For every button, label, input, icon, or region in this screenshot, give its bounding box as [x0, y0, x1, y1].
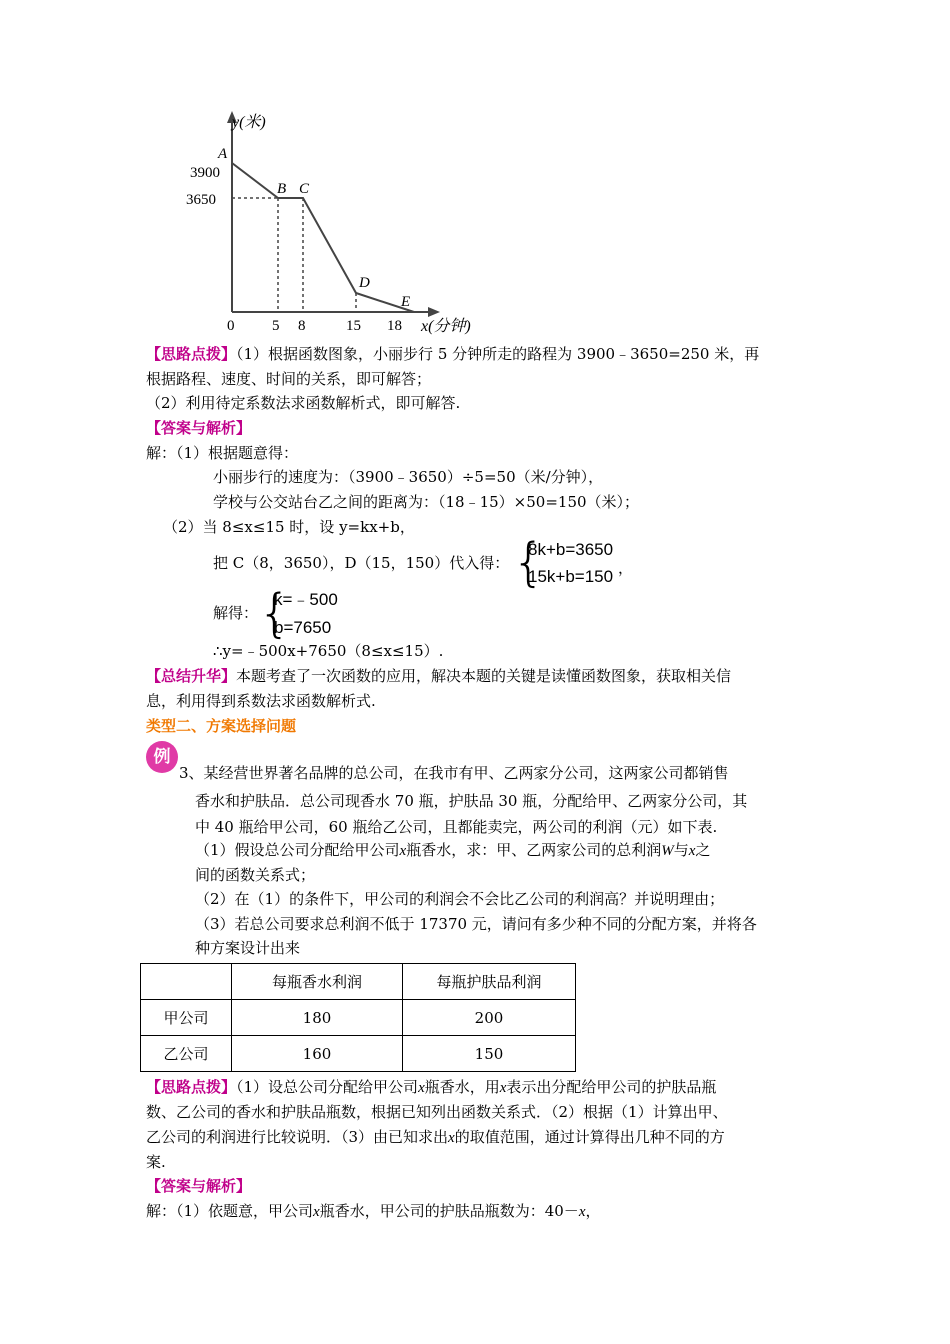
example-badge: 例 [146, 741, 178, 773]
hint2-var-x1: x [418, 1080, 425, 1096]
q1-text-b: 瓶香水，求：甲、乙两家公司的总利润 [406, 841, 662, 859]
profit-table [140, 963, 576, 1072]
system2-eq2: b=7650 [274, 618, 332, 637]
sol2-var-x2: x [578, 1204, 586, 1220]
x-tick-15: 15 [346, 318, 361, 334]
hint-line-2: 根据路程、速度、时间的关系，即可解答； [146, 370, 432, 388]
q1-text-a: （1）假设总公司分配给甲公司 [195, 841, 400, 859]
distance-time-graph [170, 105, 500, 345]
table-header-cell: 每瓶护肤品利润 [403, 964, 576, 1000]
hint2-text-a: （1）设总公司分配给甲公司 [236, 1078, 419, 1096]
table-cell: 160 [232, 1036, 403, 1072]
table-cell: 150 [403, 1036, 576, 1072]
table-cell: 200 [403, 1000, 576, 1036]
distance-line [232, 163, 414, 312]
hint2-var-x2: x [499, 1080, 507, 1096]
answer-tag-2: 【答案与解析】 [146, 1177, 252, 1195]
table-header-row [141, 964, 576, 1000]
q1-var-x2: x [688, 843, 696, 859]
x-tick-8: 8 [298, 318, 306, 334]
answer-tag-1: 【答案与解析】 [146, 419, 252, 437]
table-cell: 180 [232, 1000, 403, 1036]
x-axis-label: x(分钟) [421, 318, 471, 335]
question-3-line-2: 种方案设计出来 [195, 939, 301, 957]
hint-text-1: （1）根据函数图象，小丽步行 5 分钟所走的路程为 3900﹣3650=250 米，再 [236, 345, 760, 363]
hint2-text-3b: 的取值范围，通过计算得出几种不同的方 [454, 1128, 725, 1146]
table-cell: 乙公司 [141, 1036, 232, 1072]
solution-line-2: 小丽步行的速度为：（3900﹣3650）÷5=50（米/分钟）， [213, 468, 604, 486]
point-label-c: C [299, 181, 310, 197]
point-label-b: B [277, 181, 287, 197]
q1-var-x: x [399, 843, 407, 859]
table-cell: 甲公司 [141, 1000, 232, 1036]
table-header-cell: 每瓶香水利润 [232, 964, 403, 1000]
summary-line-1 [146, 664, 731, 688]
summary-line-2: 息，利用得到系数法求函数解析式. [146, 692, 376, 710]
sol2-var-x1: x [313, 1204, 320, 1220]
hint-line-3: （2）利用待定系数法求函数解析式，即可解答. [146, 394, 461, 412]
hint2-line-1 [146, 1075, 716, 1100]
hint-line-1 [146, 342, 759, 366]
hint2-text-c: 表示出分配给甲公司的护肤品瓶 [506, 1078, 717, 1096]
y-axis-label: y(米) [232, 114, 266, 131]
sol2-text-b: 瓶香水，甲公司的护肤品瓶数为：40－ [319, 1202, 579, 1220]
hint-tag: 【思路点拨】 [146, 345, 237, 363]
solution-line-1: 解：（1）根据题意得： [146, 444, 299, 462]
y-tick-3900: 3900 [190, 165, 220, 181]
example-line-2: 香水和护肤品．总公司现香水 70 瓶，护肤品 30 瓶，分配给甲、乙两家分公司，其 [195, 792, 748, 810]
hint2-text-b: 瓶香水，用 [424, 1078, 500, 1096]
example-line-3: 中 40 瓶给甲公司，60 瓶给乙公司，且都能卖完，两公司的利润（元）如下表. [195, 818, 718, 836]
summary-tag: 【总结升华】 [146, 667, 237, 685]
hint2-var-x3: x [448, 1130, 455, 1146]
x-axis-arrow [428, 307, 440, 317]
q1-text-d: 之 [695, 841, 711, 859]
x-tick-18: 18 [387, 318, 402, 334]
x-tick-5: 5 [272, 318, 280, 334]
hint2-line-4: 案. [146, 1153, 166, 1171]
system1-comma: ， [618, 559, 634, 577]
hint2-tag: 【思路点拨】 [146, 1078, 237, 1096]
solution2-line-1 [146, 1199, 601, 1224]
x-tick-0: 0 [227, 318, 235, 334]
hint2-line-3 [146, 1125, 725, 1150]
solution-line-4: （2）当 8≤x≤15 时，设 y=kx+b， [163, 518, 415, 536]
table-row [141, 1036, 576, 1072]
q1-var-w: W [661, 843, 674, 859]
table-row [141, 1000, 576, 1036]
point-label-e: E [401, 294, 411, 310]
system-brace-2: { [258, 584, 292, 644]
point-label-a: A [218, 146, 228, 162]
solution-line-3: 学校与公交站台乙之间的距离为：（18﹣15）×50=150（米）； [213, 493, 640, 511]
hint2-line-2: 数、乙公司的香水和护肤品瓶数，根据已知列出函数关系式．（2）根据（1）计算出甲、 [146, 1103, 728, 1121]
system2-eq1: k=﹣500 [274, 590, 338, 609]
summary-text-1: 本题考查了一次函数的应用，解决本题的关键是读懂函数图象，获取相关信 [236, 667, 732, 685]
example-line-1: 3、某经营世界著名品牌的总公司，在我市有甲、乙两家分公司，这两家公司都销售 [179, 764, 729, 782]
solution-line-5: 把 C（8，3650），D（15，150）代入得： [213, 554, 510, 572]
y-tick-3650: 3650 [186, 192, 216, 208]
table-header-cell [141, 964, 232, 1000]
question-3-line-1: （3）若总公司要求总利润不低于 17370 元，请问有多少种不同的分配方案，并将各 [195, 915, 757, 933]
question-1-line-1 [195, 838, 710, 863]
question-2: （2）在（1）的条件下，甲公司的利润会不会比乙公司的利润高？并说明理由； [195, 890, 725, 908]
system-brace-1: { [512, 533, 546, 593]
sol2-text-a: 解：（1）依题意，甲公司 [146, 1202, 314, 1220]
q1-text-c: 与 [673, 841, 689, 859]
point-label-d: D [359, 275, 370, 291]
hint2-text-3a: 乙公司的利润进行比较说明．（3）由已知求出 [146, 1128, 449, 1146]
solution-line-7: ∴y=﹣500x+7650（8≤x≤15）. [213, 642, 444, 660]
system1-eq1: 8k+b=3650 [528, 540, 614, 559]
system1-eq2: 15k+b=150 [528, 567, 614, 586]
type2-heading: 类型二、方案选择问题 [146, 717, 297, 735]
solution-line-6: 解得： [213, 604, 259, 622]
question-1-line-2: 间的函数关系式； [195, 866, 316, 884]
sol2-text-c: ， [585, 1202, 601, 1220]
